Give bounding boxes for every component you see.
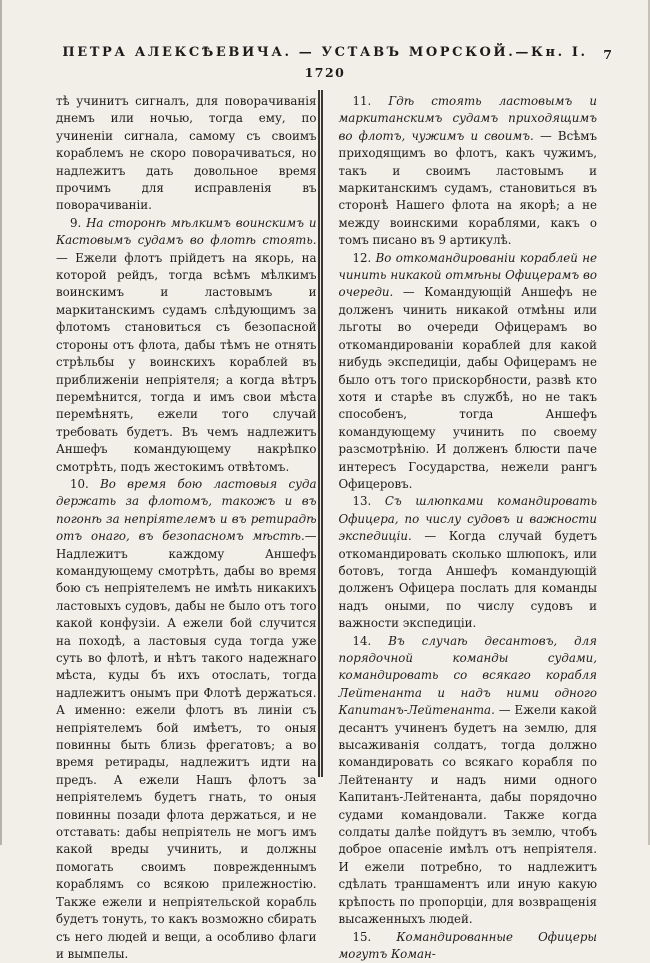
dash-separator: — bbox=[495, 703, 515, 717]
article-number: 9. bbox=[70, 216, 86, 230]
article-9 bbox=[56, 215, 317, 476]
article-12 bbox=[339, 250, 598, 494]
article-10 bbox=[56, 476, 317, 963]
page-number: 7 bbox=[603, 47, 612, 62]
article-text: Ежели флотъ прійдетъ на якорь, на которой рейдъ, тогда всѣмъ мѣлкимъ воинскимъ и ластовымъ и маркитанскимъ судамъ слѣдующимъ за флотомъ становиться съ безопасной стороны отъ флота, дабы тѣмъ не отнять стрѣльбы у воинскихъ кораблей въ приближеніи непріятеля; а когда вѣтръ перемѣнится, тогда и имъ свои мѣста перемѣнять, ежели того случай требовать будетъ. Въ чемъ надлежитъ Аншефъ командующему накрѣпко смотрѣть, подъ жестокимъ отвѣтомъ. bbox=[56, 251, 317, 474]
dash-separator: — bbox=[56, 251, 75, 265]
article-number: 13. bbox=[353, 494, 385, 508]
article-heading: Съ шлюпками командировать Офицера, по числу судовъ и важности экспедиціи. bbox=[339, 494, 598, 543]
article-14 bbox=[339, 633, 598, 929]
article-text: Когда случай будетъ откомандировать сколько шлюпокъ, или ботовъ, тогда Аншефъ командующій долженъ Офицера послать для команды надъ оными, по числу судовъ и важности экспедиціи. bbox=[339, 529, 598, 630]
paragraph-text: тѣ учинитъ сигналъ, для поворачиванія днемъ или ночью, тогда ему, по учиненіи сигнала, самому съ своимъ кораблемъ не скоро поворачиваться, но надлежитъ дать довольное время прочимъ для исправленія въ поворачиваніи. bbox=[56, 94, 317, 212]
text-columns bbox=[56, 93, 597, 963]
left-column bbox=[56, 93, 327, 963]
page-header bbox=[0, 0, 650, 80]
article-number: 10. bbox=[70, 477, 100, 491]
article-text: Надлежитъ каждому Аншефъ командующему смотрѣть, дабы во время бою съ непріятелемъ не имѣть никакихъ ластовыхъ судовъ, дабы не было отъ того какой конфузіи. А ежели бой случится на походѣ, а ластовыя суда тогда уже суть во флотѣ, и нѣтъ такого надежнаго мѣста, куды бъ ихъ отослать, тогда надлежитъ онымъ при Флотѣ держаться. А именно: ежели флотъ въ линіи съ непріятелемъ бой имѣетъ, то оныя повинны быть близь фрегатовъ; а во время ретирады, надлежитъ идти на предъ. А ежели Нашъ флотъ за непріятелемъ будетъ гнать, то оныя повинны позади флота держаться, и не отставать: дабы непріятель не могъ имъ какой вреды учинить, и должны помогать своимъ поврежденнымъ кораблямъ со всякою прилежностію. Также ежели и непріятельской корабль будетъ тонуть, то какъ возможно сбирать съ него людей и вещи, а особливо флаги и вымпелы. bbox=[56, 547, 317, 961]
article-heading: Гдѣ стоять ластовымъ и маркитанскимъ судамъ приходящимъ во флотъ, чужимъ и своимъ. bbox=[339, 94, 598, 143]
continuation-paragraph bbox=[56, 93, 317, 215]
scan-edge-left bbox=[0, 0, 2, 845]
article-13 bbox=[339, 493, 598, 632]
article-number: 12. bbox=[353, 251, 376, 265]
dash-separator: — bbox=[305, 529, 317, 543]
article-heading: Въ случаѣ десантовъ, для порядочной команды судами, командировать со всякаго корабля Лейтенанта и надъ ними одного Капитанъ-Лейтенанта. bbox=[339, 634, 598, 718]
article-heading: Командированные Офицеры могутъ Коман- bbox=[339, 930, 598, 961]
dash-separator: — bbox=[412, 529, 449, 543]
article-heading: Во время бою ластовыя суда держать за флотомъ, такожъ и въ погонѣ за непріятелемъ и въ ретирадѣ отъ онаго, въ безопасномъ мѣстѣ. bbox=[56, 477, 317, 543]
right-column bbox=[327, 93, 598, 963]
article-heading: На сторонѣ мѣлкимъ воинскимъ и Кастовымъ судамъ во флотѣ стоять. bbox=[56, 216, 317, 247]
article-text: Всѣмъ приходящимъ во флотъ, какъ чужимъ, такъ и своимъ ластовымъ и маркитанскимъ судамъ, становиться въ сторонѣ Нашего флота на якорѣ; а не между воинскими кораблями, какъ о томъ писано въ 9 артикулѣ. bbox=[339, 129, 598, 247]
article-11 bbox=[339, 93, 598, 250]
dash-separator: — bbox=[534, 129, 558, 143]
dash-separator: — bbox=[393, 285, 424, 299]
page-title: ПЕТРА АЛЕКСѢЕВИЧА. — УСТАВЪ МОРСКОЙ.—Кн. I. bbox=[0, 45, 650, 60]
column-divider-rule bbox=[318, 90, 323, 777]
article-number: 15. bbox=[353, 930, 397, 944]
article-text: Командующій Аншефъ не долженъ чинить никакой отмѣны или льготы во очереди Офицерамъ во откомандированіи кораблей для какой нибудь экспедиціи, дабы Офицерамъ не было отъ того прискорбности, развѣ кто хотя и старѣе въ службѣ, но не такъ способенъ, тогда Аншефъ командующему учинить по своему разсмотрѣнію. И долженъ блюсти паче интересъ Государства, нежели рангъ Офицеровъ. bbox=[339, 285, 598, 490]
article-text: Ежели какой десантъ учиненъ будетъ на землю, для высаживанія солдатъ, тогда должно командировать со всякаго корабля по Лейтенанту и надъ ними одного Капитанъ-Лейтенанта, дабы порядочно судами командовали. Также когда солдаты далѣе пойдутъ въ землю, чтобъ доброе опасеніе имѣлъ отъ непріятеля. И ежели потребно, то надлежитъ сдѣлать траншаментъ или иную какую крѣпость по пропорціи, для возвращенія высаженныхъ людей. bbox=[339, 703, 598, 926]
year-label: 1720 bbox=[0, 65, 650, 80]
article-number: 14. bbox=[353, 634, 389, 648]
article-heading: Во откомандированіи кораблей не чинить никакой отмѣны Офицерамъ во очереди. bbox=[339, 251, 598, 300]
article-15 bbox=[339, 929, 598, 963]
article-number: 11. bbox=[353, 94, 389, 108]
